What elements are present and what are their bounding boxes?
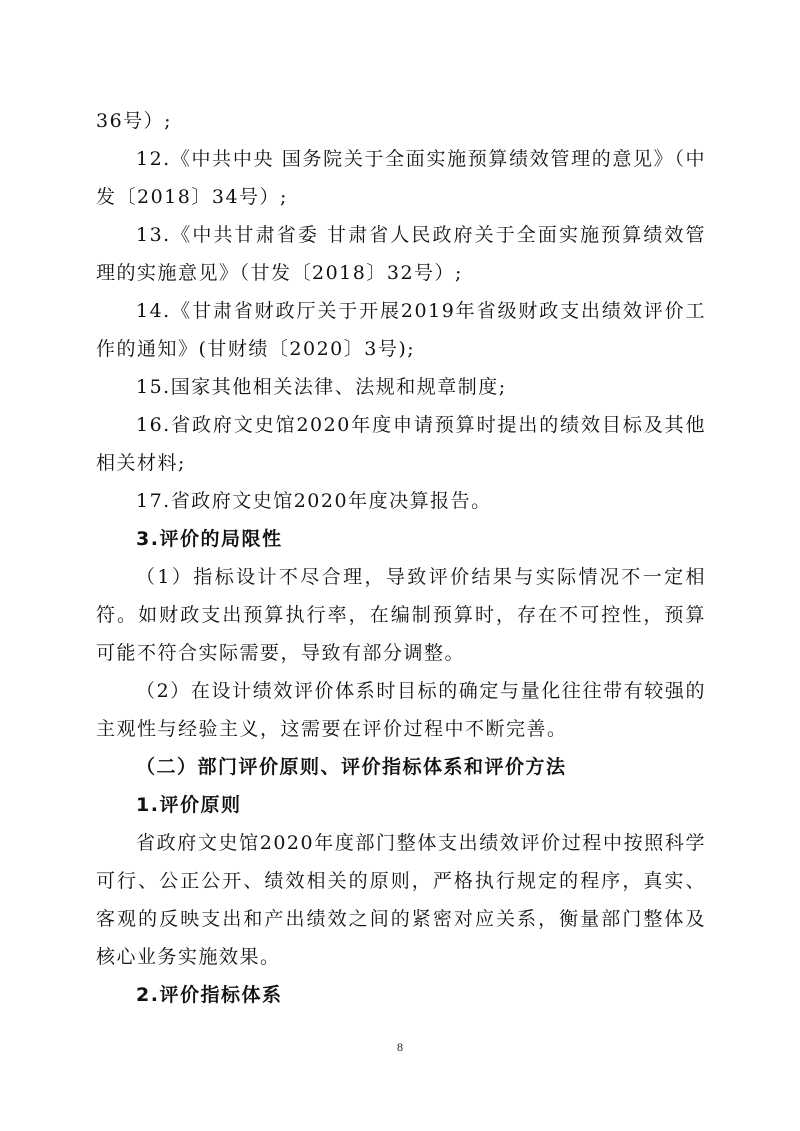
reference-item-12: 12.《中共中央 国务院关于全面实施预算绩效管理的意见》（中发〔2018〕34号）; [96, 148, 706, 208]
reference-item-14: 14.《甘肃省财政厅关于开展2019年省级财政支出绩效评价工作的通知》(甘财绩〔2020〕3号); [96, 300, 706, 360]
reference-item-13: 13.《中共甘肃省委 甘肃省人民政府关于全面实施预算绩效管理的实施意见》（甘发〔2018〕32号）; [96, 224, 706, 284]
paragraph-continuation: 36号）; [96, 110, 173, 132]
document-body [96, 102, 706, 1014]
subsection-heading-indicator-system: 2.评价指标体系 [136, 984, 283, 1006]
reference-item-15: 15.国家其他相关法律、法规和规章制度; [136, 376, 507, 398]
reference-item-17: 17.省政府文史馆2020年度决算报告。 [136, 490, 492, 512]
section-heading-principles-system-methods: （二）部门评价原则、评价指标体系和评价方法 [136, 756, 567, 778]
subsection-heading-principles: 1.评价原则 [136, 794, 242, 816]
reference-item-16: 16.省政府文史馆2020年度申请预算时提出的绩效目标及其他相关材料; [96, 414, 706, 474]
principles-paragraph: 省政府文史馆2020年度部门整体支出绩效评价过程中按照科学可行、公正公开、绩效相关的原则，严格执行规定的程序，真实、客观的反映支出和产出绩效之间的紧密对应关系，衡量部门整体及核心业务实施效果。 [96, 832, 706, 968]
section-heading-limitations: 3.评价的局限性 [136, 528, 283, 550]
limitation-paragraph-2: （2）在设计绩效评价体系时目标的确定与量化往往带有较强的主观性与经验主义，这需要在评价过程中不断完善。 [96, 680, 706, 740]
page-number: 8 [397, 1040, 403, 1054]
limitation-paragraph-1: （1）指标设计不尽合理，导致评价结果与实际情况不一定相符。如财政支出预算执行率，在编制预算时，存在不可控性，预算可能不符合实际需要，导致有部分调整。 [96, 566, 706, 664]
